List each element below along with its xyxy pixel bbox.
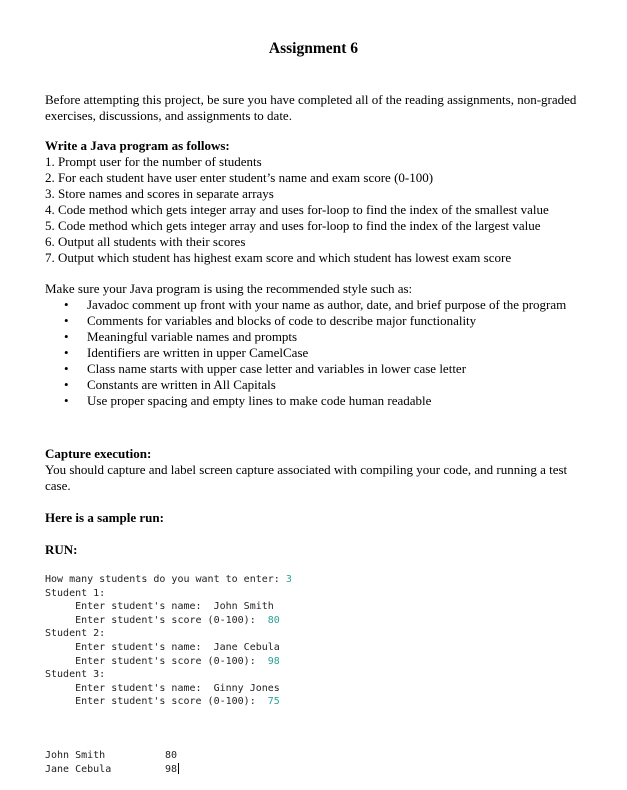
name-prompt: Enter student's name: [45,601,214,613]
list-item: • Use proper spacing and empty lines to make code human readable [64,393,432,408]
list-item: • Meaningful variable names and prompts [64,329,298,344]
student-score-value: 80 [267,614,280,626]
requirements-heading: Write a Java program as follows: [45,138,230,153]
bullet-icon: • [64,297,69,312]
requirement-item: 7. Output which student has highest exam score and which student has lowest exam score [45,250,512,265]
count-input-value: 3 [285,574,292,585]
style-heading: Make sure your Java program is using the recommended style such as: [45,281,413,296]
score-prompt: Enter student's score (0-100): [45,614,268,626]
result-name: Jane Cebula [45,763,112,775]
style-bullet-list [45,297,590,409]
requirement-item: 4. Code method which gets integer array and uses for-loop to find the index of the smallest value [45,202,549,217]
capture-heading: Capture execution: [45,446,152,461]
list-item: • Identifiers are written in upper CamelCase [64,345,309,360]
list-item: • Javadoc comment up front with your name as author, date, and brief purpose of the program [64,297,567,312]
student-name-value: John Smith [213,601,274,613]
bullet-icon: • [64,345,69,360]
requirements-list [45,154,590,266]
result-name: John Smith [45,750,106,761]
bullet-icon: • [64,329,69,344]
requirement-item: 3. Store names and scores in separate arrays [45,186,274,201]
result-score: 80 [165,750,178,761]
list-item: • Comments for variables and blocks of code to describe major functionality [64,313,477,328]
bullet-icon: • [64,361,69,376]
student-label: Student 2: [45,628,106,640]
sample-run-heading: Here is a sample run: [45,510,164,525]
text-cursor [178,763,179,774]
count-prompt: How many students do you want to enter: [45,574,286,585]
bullet-icon: • [64,313,69,328]
requirement-item: 6. Output all students with their scores [45,234,246,249]
requirement-item: 5. Code method which gets integer array and uses for-loop to find the index of the largest value [45,218,541,233]
score-prompt: Enter student's score (0-100): [45,655,268,667]
results-output [45,749,179,776]
run-label: RUN: [45,542,78,557]
result-score: 98 [165,763,178,775]
score-prompt: Enter student's score (0-100): [45,696,268,708]
name-prompt: Enter student's name: [45,641,214,653]
intro-paragraph: Before attempting this project, be sure you have completed all of the reading assignments, non-graded exercises, discussions, and assignments to date. [45,92,577,123]
capture-paragraph: You should capture and label screen capture associated with compiling your code, and running a test case. [45,462,568,493]
list-item: • Class name starts with upper case letter and variables in lower case letter [64,361,467,376]
student-score-value: 75 [267,696,280,708]
student-name-value: Ginny Jones [213,682,280,694]
console-output [45,573,292,709]
list-item: • Constants are written in All Capitals [64,377,276,392]
student-label: Student 1: [45,587,106,599]
bullet-icon: • [64,377,69,392]
requirement-item: 1. Prompt user for the number of students [45,154,262,169]
requirement-item: 2. For each student have user enter student’s name and exam score (0-100) [45,170,434,185]
student-name-value: Jane Cebula [213,641,280,653]
student-label: Student 3: [45,669,106,681]
student-score-value: 98 [267,655,280,667]
page-title: Assignment 6 [268,40,359,57]
name-prompt: Enter student's name: [45,682,214,694]
bullet-icon: • [64,393,69,408]
